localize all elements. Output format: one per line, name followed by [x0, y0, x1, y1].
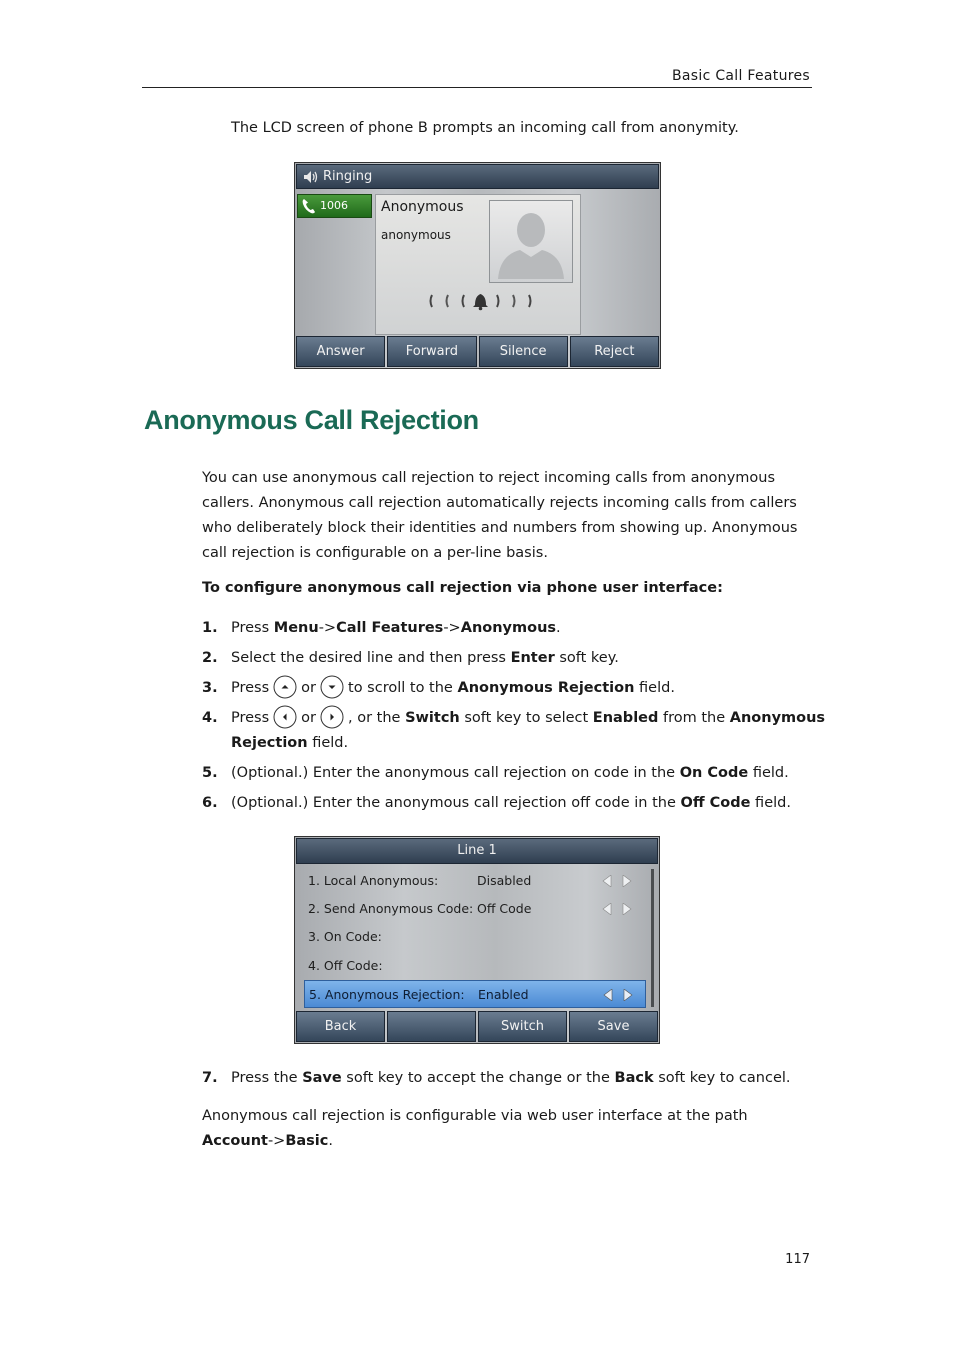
step-number: 4.: [202, 710, 218, 726]
avatar-silhouette-icon: [490, 201, 572, 282]
menu-row-local-anonymous[interactable]: [304, 867, 646, 895]
step-number: 3.: [202, 680, 218, 696]
line-key-label: 1006: [320, 199, 348, 212]
step-number: 5.: [202, 765, 218, 781]
incoming-call-screen: [294, 162, 661, 369]
row-label: 2. Send Anonymous Code:: [308, 901, 474, 916]
left-right-arrows-icon: [600, 903, 634, 915]
left-right-arrows-icon: [600, 875, 634, 887]
screen-title-bar: [296, 164, 659, 189]
step-text: Press Menu->Call Features->Anonymous.: [231, 620, 561, 636]
row-label: 1. Local Anonymous:: [308, 873, 439, 888]
menu-row-on-code[interactable]: [304, 923, 646, 951]
answer-softkey[interactable]: Answer: [296, 336, 385, 367]
running-header: Basic Call Features: [672, 68, 810, 84]
intro-paragraph: The LCD screen of phone B prompts an incoming call from anonymity.: [231, 120, 739, 136]
step-text: Press or to scroll to the Anonymous Rejection field.: [231, 676, 675, 701]
caller-name: Anonymous: [381, 199, 464, 215]
caller-card: [375, 194, 581, 335]
left-key-icon: [273, 705, 297, 729]
page-number: 117: [785, 1252, 810, 1267]
switch-softkey[interactable]: Switch: [478, 1011, 567, 1042]
left-right-arrows-icon: [601, 989, 635, 1001]
right-key-icon: [320, 705, 344, 729]
header-divider: [142, 87, 812, 88]
line-settings-screen: [294, 836, 660, 1044]
step-text: Press the Save soft key to accept the change or the Back soft key to cancel.: [231, 1070, 791, 1086]
row-label: 3. On Code:: [308, 929, 382, 944]
step-number: 1.: [202, 620, 218, 636]
step-text: (Optional.) Enter the anonymous call rejection off code in the Off Code field.: [231, 795, 791, 811]
procedure-heading: To configure anonymous call rejection via phone user interface:: [202, 580, 723, 596]
screen-title: Ringing: [323, 169, 373, 184]
menu-row-send-anonymous-code[interactable]: [304, 895, 646, 923]
up-key-icon: [273, 675, 297, 699]
step-number: 2.: [202, 650, 218, 666]
row-value: Disabled: [477, 873, 532, 888]
closing-paragraph: [202, 1104, 814, 1154]
caller-number: anonymous: [381, 228, 451, 242]
row-label: 5. Anonymous Rejection:: [309, 987, 465, 1002]
closing-path: Account->Basic.: [202, 1133, 333, 1149]
row-label: 4. Off Code:: [308, 958, 383, 973]
save-softkey[interactable]: Save: [569, 1011, 658, 1042]
menu-row-off-code[interactable]: [304, 952, 646, 980]
bell-icon: [428, 291, 533, 311]
empty-softkey[interactable]: [387, 1011, 476, 1042]
speaker-icon: [303, 170, 319, 184]
closing-text: Anonymous call rejection is configurable via web user interface at the path: [202, 1108, 748, 1124]
step-text-continued: Rejection field.: [231, 735, 349, 751]
screen-title-bar: Line 1: [296, 838, 658, 864]
section-title: Anonymous Call Rejection: [144, 405, 479, 435]
step-text: (Optional.) Enter the anonymous call rejection on code in the On Code field.: [231, 765, 789, 781]
description-paragraph: You can use anonymous call rejection to reject incoming calls from anonymous callers. Anonymous call rejection automatically rejects incoming calls from callers who deliberately block their identities and numbers from showing up. Anonymous call rejection is configurable on a per-line basis.: [202, 470, 798, 561]
step-number: 6.: [202, 795, 218, 811]
softkey-bar: [296, 336, 659, 367]
row-value: Enabled: [478, 987, 529, 1002]
back-softkey[interactable]: Back: [296, 1011, 385, 1042]
step-text: Select the desired line and then press Enter soft key.: [231, 650, 619, 666]
avatar: [489, 200, 573, 283]
line-key-1006[interactable]: [297, 194, 372, 218]
menu-row-anonymous-rejection[interactable]: [304, 980, 646, 1008]
step-number: 7.: [202, 1070, 218, 1086]
softkey-bar: [296, 1011, 658, 1042]
forward-softkey[interactable]: Forward: [387, 336, 476, 367]
phone-icon: [301, 197, 317, 215]
scrollbar[interactable]: [651, 869, 654, 1007]
row-value: Off Code: [477, 901, 532, 916]
silence-softkey[interactable]: Silence: [479, 336, 568, 367]
reject-softkey[interactable]: Reject: [570, 336, 659, 367]
down-key-icon: [320, 675, 344, 699]
step-text: Press or , or the Switch soft key to select Enabled from the Anonymous: [231, 706, 825, 731]
